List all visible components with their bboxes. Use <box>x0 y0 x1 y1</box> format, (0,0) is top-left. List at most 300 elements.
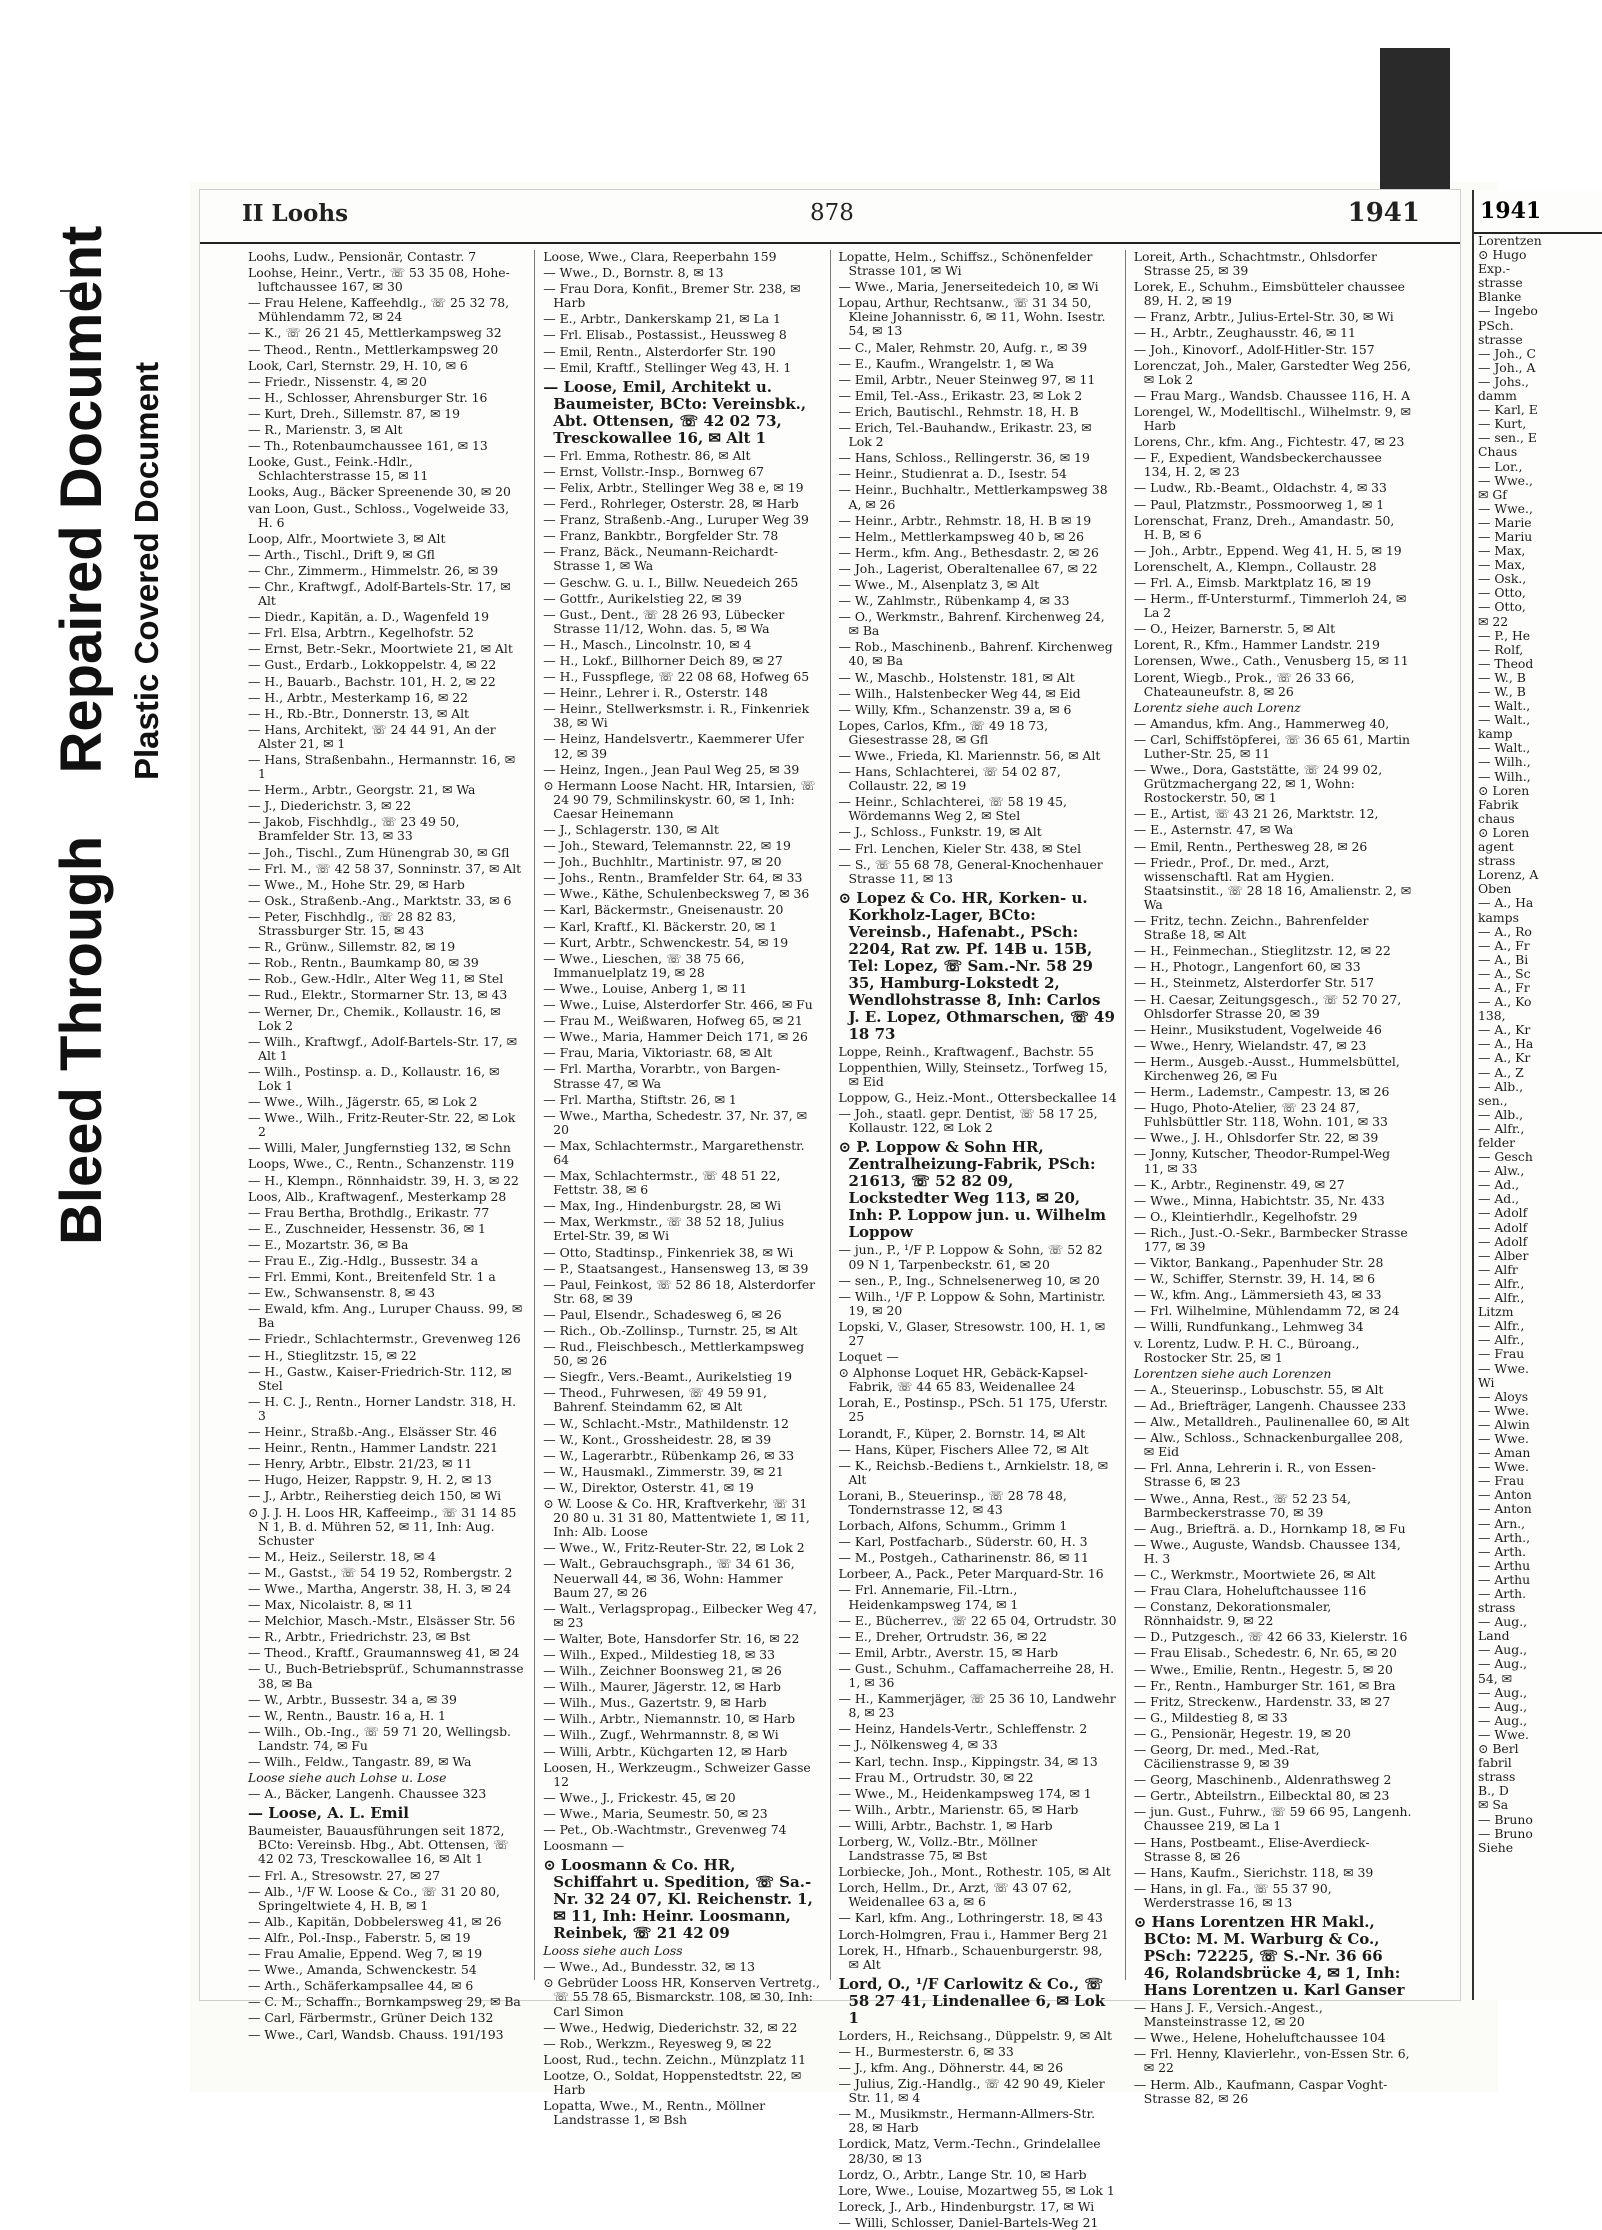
directory-entry: Lorentzen siehe auch Lorenzen <box>1133 1365 1332 1381</box>
directory-entry: — Constanz, Dekorationsmaler, Rönnhaidstr. 9, ✉ 22 <box>1133 1599 1332 1629</box>
directory-entry: — Emil, Arbtr., Neuer Steinweg 97, ✉ 11 <box>838 371 1096 387</box>
directory-entry: — Heinz, Ingen., Jean Paul Weg 25, ✉ 39 <box>543 761 800 777</box>
directory-entry: — Wilh., Halstenbecker Weg 44, ✉ Eid <box>838 685 1081 701</box>
directory-entry: Lopatta, Wwe., M., Rentn., Möllner Landstrasse 1, ✉ Bsh <box>543 2098 766 2128</box>
directory-entry: — H., Rb.-Btr., Donnerstr. 13, ✉ Alt <box>248 705 470 721</box>
next-page-line: — Aug., <box>1478 1614 1528 1630</box>
directory-entry: — Herm., kfm. Ang., Bethesdastr. 2, ✉ 26 <box>838 544 1099 560</box>
next-page-line: ✉ Sa <box>1478 1797 1509 1813</box>
directory-entry: ⊙ P. Loppow & Sohn HR, Zentralheizung-Fabrik, PSch: 21613, ☏ 52 82 09, Lockstedter Weg 113, ✉ 20, Inh: P. Loppow jun. u. Wilhelm Loppow <box>838 1138 1107 1242</box>
directory-entry: — Hans, Postbeamt., Elise-Averdieck-Strasse 8, ✉ 26 <box>1133 1834 1370 1864</box>
directory-entry: — Emil, Rentn., Perthesweg 28, ✉ 26 <box>1133 838 1368 854</box>
directory-entry: — M., Heiz., Seilerstr. 18, ✉ 4 <box>248 1548 436 1564</box>
directory-entry: — Herm., Arbtr., Georgstr. 21, ✉ Wa <box>248 782 476 798</box>
next-page-line: — Karl, E <box>1478 402 1538 418</box>
directory-entry: — J., kfm. Ang., Döhnerstr. 44, ✉ 26 <box>838 2060 1064 2075</box>
next-page-line: — Aug., <box>1478 1656 1528 1672</box>
next-page-line: — Ad., <box>1478 1177 1520 1193</box>
directory-entry: — Frau Helene, Kaffeehdlg., ☏ 25 32 78, Mühlendamm 72, ✉ 24 <box>248 295 510 325</box>
directory-entry: — Frl. Anna, Lehrerin i. R., von Essen-Strasse 6, ✉ 23 <box>1133 1460 1376 1490</box>
directory-entry: Lorengel, W., Modelltischl., Wilhelmstr. 9, ✉ Harb <box>1133 403 1411 434</box>
directory-entry: — Wwe., Henry, Wielandstr. 47, ✉ 23 <box>1133 1037 1367 1053</box>
directory-entry: — E., Dreher, Ortrudstr. 36, ✉ 22 <box>838 1628 1048 1644</box>
directory-entry: — Alw., Schloss., Schnackenburgallee 208, ✉ Eid <box>1133 1430 1404 1460</box>
directory-entry: — W., Kont., Grossheidestr. 28, ✉ 39 <box>543 1431 772 1447</box>
directory-entry: — H., Klempn., Rönnhaidstr. 39, H. 3, ✉ 22 <box>248 1172 519 1188</box>
directory-entry: — Wwe., Amanda, Schwenckestr. 54 <box>248 1962 477 1978</box>
next-page-line: — Alwin <box>1478 1416 1530 1432</box>
next-page-line: B., D <box>1478 1783 1509 1799</box>
directory-entry: — Frl. A., Eimsb. Marktplatz 16, ✉ 19 <box>1133 574 1372 590</box>
directory-entry: van Loon, Gust., Schloss., Vogelweide 33, H. 6 <box>248 500 510 530</box>
directory-entry: — K., ☏ 26 21 45, Mettlerkampsweg 32 <box>248 325 502 341</box>
next-page-line: — A., Bi <box>1478 951 1529 967</box>
directory-entry: — Wilh., Ob.-Ing., ☏ 59 71 20, Wellingsb. Landstr. 74, ✉ Fu <box>248 1723 511 1753</box>
directory-entry: — Wwe., Martha, Schedestr. 37, Nr. 37, ✉ 20 <box>543 1107 808 1137</box>
directory-entry: — S., ☏ 55 68 78, General-Knochenhauer Strasse 11, ✉ 13 <box>838 856 1103 886</box>
next-page-line: Exp.- <box>1478 261 1511 277</box>
directory-entry: — Frau M., Ortrudstr. 30, ✉ 22 <box>838 1769 1034 1785</box>
next-page-line: — Arth., <box>1478 1529 1531 1545</box>
directory-entry: — Wwe., J., Frickestr. 45, ✉ 20 <box>543 1789 736 1805</box>
next-page-line: — Aug., <box>1478 1698 1528 1714</box>
directory-entry: — Ewald, kfm. Ang., Luruper Chauss. 99, ✉ Ba <box>248 1301 523 1331</box>
next-page-line: — Wwe. <box>1478 1360 1529 1376</box>
directory-entry: — Max, Werkmstr., ☏ 38 52 18, Julius Ertel-Str. 39, ✉ Wi <box>543 1214 785 1244</box>
directory-entry: — H., Lokf., Billhorner Deich 89, ✉ 27 <box>543 652 783 668</box>
directory-entry: — Alb., ¹/F W. Loose & Co., ☏ 31 20 80, Springeltwiete 4, H. B, ✉ 1 <box>248 1883 500 1913</box>
directory-entry: Lopes, Carlos, Kfm., ☏ 49 18 73, Giesestrasse 28, ✉ Gfl <box>838 717 1049 747</box>
next-page-line: PSch. <box>1478 317 1514 333</box>
directory-entry: — Frl. Emmi, Kont., Breitenfeld Str. 1 a <box>248 1269 496 1285</box>
next-page-line: — Adolf <box>1478 1205 1528 1221</box>
next-page-line: Lorentzen <box>1478 233 1542 248</box>
directory-entry: Loop, Alfr., Moortwiete 3, ✉ Alt <box>248 530 446 546</box>
directory-entry: Lorek, H., Hfnarb., Schauenburgerstr. 98, ✉ Alt <box>838 1942 1103 1972</box>
directory-entry: Lorbiecke, Joh., Mont., Rothestr. 105, ✉ Alt <box>838 1864 1111 1880</box>
directory-entry: — J., Schlagerstr. 130, ✉ Alt <box>543 822 719 837</box>
directory-entry: — Herm. Alb., Kaufmann, Caspar Voght-Strasse 82, ✉ 26 <box>1133 2076 1388 2106</box>
directory-entry: Loppow, G., Heiz.-Mont., Ottersbeckallee 14 <box>838 1090 1117 1106</box>
directory-entry: Loops, Wwe., C., Rentn., Schanzenstr. 119 <box>248 1156 515 1172</box>
directory-entry: — H., Steinmetz, Alsterdorfer Str. 517 <box>1133 975 1375 991</box>
directory-entry: ⊙ Hermann Loose Nacht. HR, Intarsien, ☏ 24 90 79, Schmilinskystr. 60, ✉ 1, Inh: Caesar Heinemann <box>543 777 816 821</box>
directory-entry: — Joh., Lagerist, Oberaltenallee 67, ✉ 22 <box>838 560 1098 576</box>
directory-entry: — Aug., Briefträ. a. D., Hornkamp 18, ✉ Fu <box>1133 1520 1406 1536</box>
next-page-line: — Wwe., <box>1478 472 1533 488</box>
next-page-line: ⊙ Loren <box>1478 824 1530 840</box>
directory-entry: — Wwe., Anna, Rest., ☏ 52 23 54, Barmbeckerstrasse 70, ✉ 39 <box>1133 1490 1352 1520</box>
next-page-line: Lorenz, A <box>1478 867 1539 883</box>
directory-entry: — H., Bauarb., Bachstr. 101, H. 2, ✉ 22 <box>248 673 496 689</box>
directory-entry: — Rich., Ob.-Zollinsp., Turnstr. 25, ✉ Alt <box>543 1323 798 1338</box>
directory-entry: — Diedr., Kapitän, a. D., Wagenfeld 19 <box>248 609 490 625</box>
next-page-line: — Arn., <box>1478 1515 1526 1531</box>
next-page-line: Wi <box>1478 1374 1495 1390</box>
directory-entry: — Frau Clara, Hoheluftchaussee 116 <box>1133 1583 1367 1599</box>
directory-entry: — Herm., Ausgeb.-Ausst., Hummelsbüttel, Kirchenweg 26, ✉ Fu <box>1133 1053 1400 1083</box>
directory-entry: — W., Schiffer, Sternstr. 39, H. 14, ✉ 6 <box>1133 1271 1376 1287</box>
plastic-covered-label: Plastic Covered Document <box>128 361 165 780</box>
directory-entry: — Siegfr., Vers.-Beamt., Aurikelstieg 19 <box>543 1369 793 1385</box>
next-page-line: — Wwe. <box>1478 1402 1529 1418</box>
directory-entry: — Wwe., Louise, Anberg 1, ✉ 11 <box>543 980 748 996</box>
next-page-line: — Otto, <box>1478 599 1526 615</box>
directory-entry: — Willy, Kfm., Schanzenstr. 39 a, ✉ 6 <box>838 701 1072 717</box>
directory-entry: — Frl. Henny, Klavierlehr., von-Essen Str. 6, ✉ 22 <box>1133 2046 1410 2076</box>
directory-entry: — Rob., Rentn., Baumkamp 80, ✉ 39 <box>248 955 479 971</box>
directory-entry: — Willi, Rundfunkang., Lehmweg 34 <box>1133 1319 1364 1335</box>
directory-entry: — Gust., Schuhm., Caffamacherreihe 28, H. 1, ✉ 36 <box>838 1660 1115 1691</box>
page-year: 1941 <box>1347 198 1420 228</box>
directory-entry: — H., Feinmechan., Stieglitzstr. 12, ✉ 22 <box>1133 943 1391 959</box>
directory-entry: — Max, Ing., Hindenburgstr. 28, ✉ Wi <box>543 1198 782 1214</box>
directory-entry: — Joh., Kinovorf., Adolf-Hitler-Str. 157 <box>1133 341 1375 357</box>
directory-entry: — D., Putzgesch., ☏ 42 66 33, Kielerstr. 16 <box>1133 1629 1408 1645</box>
next-page-line: — Lor., <box>1478 458 1523 474</box>
page-section-title: II Loohs <box>242 200 349 227</box>
directory-entry: — Frl. M., ☏ 42 58 37, Sonninstr. 37, ✉ Alt <box>248 860 522 876</box>
directory-entry: Looks, Aug., Bäcker Spreenende 30, ✉ 20 <box>248 484 511 500</box>
directory-entry: Look, Carl, Sternstr. 29, H. 10, ✉ 6 <box>248 357 468 373</box>
directory-entry: — Hans, Straßenbahn., Hermannstr. 16, ✉ 1 <box>248 752 516 782</box>
directory-entry: — Willi, Maler, Jungfernstieg 132, ✉ Schn <box>248 1140 511 1156</box>
directory-entry: — Gust., Dent., ☏ 28 26 93, Lübecker Strasse 11/12, Wohn. das. 5, ✉ Wa <box>543 606 785 636</box>
directory-entry: — H., Photogr., Langenfort 60, ✉ 33 <box>1133 959 1361 975</box>
next-page-line: — Alb., <box>1478 1106 1524 1122</box>
directory-entry: — E., Kaufm., Wrangelstr. 1, ✉ Wa <box>838 355 1055 371</box>
directory-entry: — H., Kammerjäger, ☏ 25 36 10, Landwehr 8, ✉ 23 <box>838 1691 1116 1721</box>
directory-entry: — Wwe., D., Bornstr. 8, ✉ 13 <box>543 265 724 281</box>
next-page-line: ⊙ Berl <box>1478 1741 1519 1757</box>
directory-entry: — Ferd., Rohrleger, Osterstr. 28, ✉ Harb <box>543 496 799 512</box>
next-page-line: Blanke <box>1478 289 1522 305</box>
next-page-line: damm <box>1478 388 1517 404</box>
directory-entry: — Joh., Arbtr., Eppend. Weg 41, H. 5, ✉ 19 <box>1133 542 1402 558</box>
directory-entry: — Max, Schlachtermstr., Margarethenstr. 64 <box>543 1137 805 1167</box>
directory-entry: — Heinz, Handels-Vertr., Schleffenstr. 2 <box>838 1721 1088 1737</box>
directory-entry: — Amandus, kfm. Ang., Hammerweg 40, <box>1133 715 1390 731</box>
directory-entry: — Paul, Platzmstr., Possmoorweg 1, ✉ 1 <box>1133 496 1385 512</box>
directory-entry: Lorandt, F., Küper, 2. Bornstr. 14, ✉ Alt <box>838 1425 1086 1441</box>
directory-entry: — Kurt, Dreh., Sillemstr. 87, ✉ 19 <box>248 405 461 421</box>
next-page-line: — Ad., <box>1478 1191 1520 1207</box>
directory-entry: Lorch-Holmgren, Frau i., Hammer Berg 21 <box>838 1926 1109 1942</box>
next-page-line: — A., Kr <box>1478 1050 1531 1066</box>
directory-entry: — Willi, Arbtr., Küchgarten 12, ✉ Harb <box>543 1743 788 1759</box>
directory-entry: — Heinz, Handelsvertr., Kaemmerer Ufer 12, ✉ 39 <box>543 731 804 761</box>
next-page-line: — Arth. <box>1478 1543 1527 1559</box>
directory-entry: — Rob., Werkzm., Reyesweg 9, ✉ 22 <box>543 2035 772 2051</box>
directory-entry: — Wwe., Maria, Seumestr. 50, ✉ 23 <box>543 1805 768 1821</box>
directory-entry: — Max, Schlachtermstr., ☏ 48 51 22, Fettstr. 38, ✉ 6 <box>543 1168 781 1198</box>
next-page-line: 54, ✉ <box>1478 1670 1513 1686</box>
next-page-line: — P., He <box>1478 627 1531 643</box>
directory-entry: Lorenschelt, A., Klempn., Collaustr. 28 <box>1133 558 1377 574</box>
directory-entry: — Franz, Arbtr., Julius-Ertel-Str. 30, ✉ Wi <box>1133 309 1394 325</box>
directory-entry: Lorentz siehe auch Lorenz <box>1133 699 1301 715</box>
directory-entry: — H. Caesar, Zeitungsgesch., ☏ 52 70 27, Ohlsdorfer Strasse 20, ✉ 39 <box>1133 991 1402 1021</box>
directory-entry: ⊙ Lopez & Co. HR, Korken- u. Korkholz-Lager, BCto: Vereinsb., Hafenabt., PSch: 2204, Rat zw. Pf. 14B u. 15B, Tel: Lopez, ☏ Sam.-Nr. 58 29 35, Hamburg-Lokstedt 2, Wendlohstrasse 8, Inh: Carlos J. E. Lopez, Othmarschen, ☏ 49 18 73 <box>838 888 1115 1043</box>
next-page-line: — Theod <box>1478 655 1534 671</box>
directory-entry: Loreit, Arth., Schachtmstr., Ohlsdorfer Strasse 25, ✉ 39 <box>1133 249 1377 279</box>
directory-entry: ⊙ W. Loose & Co. HR, Kraftverkehr, ☏ 31 20 80 u. 31 31 80, Mattentwiete 1, ✉ 11, Inh: Alb. Loose <box>543 1496 810 1540</box>
directory-entry: — Viktor, Bankang., Papenhuder Str. 28 <box>1133 1255 1384 1271</box>
directory-entry: — Georg, Dr. med., Med.-Rat, Cäcilienstrasse 9, ✉ 39 <box>1133 1742 1320 1772</box>
next-page-line: — W., B <box>1478 684 1526 699</box>
directory-entry: — Walter, Bote, Hansdorfer Str. 16, ✉ 22 <box>543 1630 800 1646</box>
directory-entry: — Hans, Küper, Fischers Allee 72, ✉ Alt <box>838 1441 1089 1457</box>
directory-entry: — Otto, Stadtinsp., Finkenriek 38, ✉ Wi <box>543 1244 794 1260</box>
directory-entry: — M., Postgeh., Catharinenstr. 86, ✉ 11 <box>838 1550 1089 1566</box>
directory-entry: — Wilh., Postinsp. a. D., Kollaustr. 16, ✉ Lok 1 <box>248 1063 500 1093</box>
directory-entry: — Heinr., Schlachterei, ☏ 58 19 45, Wördemanns Weg 2, ✉ Stel <box>838 794 1067 824</box>
directory-entry: Loosmann — <box>543 1838 625 1854</box>
directory-entry: — Frl. Emma, Rothestr. 86, ✉ Alt <box>543 447 751 463</box>
directory-entry: — O., Werkmstr., Bahrenf. Kirchenweg 24, ✉ Ba <box>838 609 1105 639</box>
next-page-line: — Kurt, <box>1478 416 1527 432</box>
directory-entry: Lorek, E., Schuhm., Eimsbütteler chaussee 89, H. 2, ✉ 19 <box>1133 279 1406 309</box>
directory-entry: Lorbach, Alfons, Schumm., Grimm 1 <box>838 1518 1068 1534</box>
directory-entry: — C., Maler, Rehmstr. 20, Aufg. r., ✉ 39 <box>838 339 1088 355</box>
directory-entry: Loost, Rud., techn. Zeichn., Münzplatz 11 <box>543 2051 807 2067</box>
directory-entry: — Chr., Kraftwgf., Adolf-Bartels-Str. 17, ✉ Alt <box>248 578 511 609</box>
next-page-line: — Aug., <box>1478 1712 1528 1728</box>
next-page-line: — Max, <box>1478 557 1526 573</box>
directory-entry: Loppenthien, Willy, Steinsetz., Torfweg 15, ✉ Eid <box>838 1059 1108 1090</box>
directory-entry: — J., Diederichstr. 3, ✉ 22 <box>248 798 412 814</box>
directory-entry: — Loose, A. L. Emil <box>248 1804 409 1823</box>
directory-entry: — Frl. A., Stresowstr. 27, ✉ 27 <box>248 1867 441 1883</box>
directory-entry: — W., kfm. Ang., Lämmersieth 43, ✉ 33 <box>1133 1287 1382 1303</box>
directory-entry: — H., Arbtr., Zeughausstr. 46, ✉ 11 <box>1133 325 1356 341</box>
directory-entry: — Ew., Schwansenstr. 8, ✉ 43 <box>248 1285 436 1301</box>
directory-entry: — Hans J. F., Versich.-Angest., Mansteinstrasse 12, ✉ 20 <box>1133 2000 1323 2030</box>
directory-entry: — M., Musikmstr., Hermann-Allmers-Str. 28, ✉ Harb <box>838 2106 1096 2136</box>
directory-entry: Lorenczat, Joh., Maler, Garstedter Weg 256, ✉ Lok 2 <box>1133 357 1411 387</box>
next-page-lines <box>1474 234 1602 1855</box>
next-page-line: — Alb., <box>1478 1078 1524 1094</box>
directory-entry: Lord, O., ¹/F Carlowitz & Co., ☏ 58 27 41, Lindenallee 6, ✉ Lok 1 <box>838 1974 1106 2027</box>
directory-entry: — Heinr., Stellwerksmstr. i. R., Finkenriek 38, ✉ Wi <box>543 701 810 731</box>
directory-entry: — Rob., Gew.-Hdlr., Alter Weg 11, ✉ Stel <box>248 971 504 987</box>
directory-entry: — Herm., ff-Untersturmf., Timmerloh 24, ✉ La 2 <box>1133 591 1407 621</box>
next-page-line: — Joh., A <box>1478 359 1536 375</box>
directory-entry: — Wwe., W., Fritz-Reuter-Str. 22, ✉ Lok 2 <box>543 1540 805 1556</box>
directory-entry: — J., Arbtr., Reiherstieg deich 150, ✉ Wi <box>248 1488 502 1504</box>
directory-entry: — Kurt, Arbtr., Schwenckestr. 54, ✉ 19 <box>543 934 789 950</box>
directory-entry: — Fritz, Streckenw., Hardenstr. 33, ✉ 27 <box>1133 1693 1391 1709</box>
directory-entry: — Hugo, Heizer, Rappstr. 9, H. 2, ✉ 13 <box>248 1472 492 1488</box>
directory-entry: — Heinr., Rentn., Hammer Landstr. 221 <box>248 1440 499 1456</box>
directory-entry: Loose siehe auch Lohse u. Lose <box>248 1770 447 1786</box>
next-page-line: — A., Kr <box>1478 1022 1531 1038</box>
directory-entry: — Frau Marg., Wandsb. Chaussee 116, H. A <box>1133 387 1411 403</box>
next-page-line: — Wwe. <box>1478 1430 1529 1446</box>
directory-entry: — R., Grünw., Sillemstr. 82, ✉ 19 <box>248 939 456 955</box>
directory-entry: Lorbeer, A., Pack., Peter Marquard-Str. 16 <box>838 1566 1104 1582</box>
directory-entry: — Alb., Kapitän, Dobbelersweg 41, ✉ 26 <box>248 1913 502 1929</box>
directory-entry: — sen., P., Ing., Schnelsenerweg 10, ✉ 20 <box>838 1272 1100 1288</box>
directory-entry: Lorent, Wiegb., Prok., ☏ 26 33 66, Chateauneufstr. 8, ✉ 26 <box>1133 669 1355 699</box>
next-page-line: — Ingebo <box>1478 303 1538 319</box>
directory-entry: Lorch, Hellm., Dr., Arzt, ☏ 43 07 62, Weidenallee 63 a, ✉ 6 <box>838 1880 1072 1910</box>
directory-entry: Lordick, Matz, Verm.-Techn., Grindelallee 28/30, ✉ 13 <box>838 2136 1101 2166</box>
directory-entry: — Frau, Maria, Viktoriastr. 68, ✉ Alt <box>543 1045 773 1061</box>
directory-entry: — Wwe., Käthe, Schulenbecksweg 7, ✉ 36 <box>543 886 810 902</box>
directory-entry: — Wilh., Arbtr., Marienstr. 65, ✉ Harb <box>838 1801 1079 1817</box>
next-page-line: — Aloys <box>1478 1388 1529 1404</box>
directory-entry: — Julius, Zig.-Handlg., ☏ 42 90 49, Kieler Str. 11, ✉ 4 <box>838 2076 1105 2106</box>
directory-entry: — Carl, Färbermstr., Grüner Deich 132 <box>248 2010 494 2026</box>
directory-entry: — Herm., Lademstr., Campestr. 13, ✉ 26 <box>1133 1084 1390 1100</box>
directory-entry: — Joh., Tischl., Zum Hünengrab 30, ✉ Gfl <box>248 844 510 860</box>
directory-entry: — K., Reichsb.-Bediens t., Arnkielstr. 18, ✉ Alt <box>838 1457 1109 1487</box>
directory-entry: — Wilh., Zeichner Boonsweg 21, ✉ 26 <box>543 1663 782 1679</box>
next-page-line: — A., Ro <box>1478 923 1532 939</box>
directory-entry: Loohse, Heinr., Vertr., ☏ 53 35 08, Hohe-luftchaussee 167, ✉ 30 <box>248 265 510 295</box>
directory-entry: — Karl, kfm. Ang., Lothringerstr. 18, ✉ 43 <box>838 1910 1103 1926</box>
directory-entry: — Wilh., Kraftwgf., Adolf-Bartels-Str. 17, ✉ Alt 1 <box>248 1033 517 1063</box>
directory-entry: — Arth., Schäferkampsallee 44, ✉ 6 <box>248 1978 474 1994</box>
directory-entry: — R., Marienstr. 3, ✉ Alt <box>248 422 403 438</box>
directory-entry: Lopatte, Helm., Schiffsz., Schönenfelder Strasse 101, ✉ Wi <box>838 249 1093 279</box>
directory-entry: — W., Zahlmstr., Rübenkamp 4, ✉ 33 <box>838 593 1070 609</box>
directory-entry: — O., Kleintierhdlr., Kegelhofstr. 29 <box>1133 1208 1358 1224</box>
next-page-line: — Aug., <box>1478 1684 1528 1700</box>
next-page-line: — A., Ha <box>1478 1036 1534 1052</box>
next-page-line: — Wwe. <box>1478 1459 1529 1475</box>
directory-entry: — Karl, Bäckermstr., Gneisenaustr. 20 <box>543 902 784 918</box>
directory-entry: — Hugo, Photo-Atelier, ☏ 23 24 87, Fuhlsbüttler Str. 118, Wohn. 101, ✉ 33 <box>1133 1100 1388 1130</box>
directory-entry: — Melchior, Masch.-Mstr., Elsässer Str. 56 <box>248 1613 516 1629</box>
directory-entry: — Th., Rotenbaumchaussee 161, ✉ 13 <box>248 438 488 454</box>
directory-entry: — Osk., Straßenb.-Ang., Marktstr. 33, ✉ 6 <box>248 892 512 908</box>
directory-entry: — Frau Elisab., Schedestr. 6, Nr. 65, ✉ 20 <box>1133 1645 1397 1661</box>
next-page-line: 138, <box>1478 1008 1506 1024</box>
directory-entry: — Jakob, Fischhdlg., ☏ 23 49 50, Bramfelder Str. 13, ✉ 33 <box>248 814 460 844</box>
directory-entry: — Wwe., Ad., Bundesstr. 32, ✉ 13 <box>543 1959 755 1975</box>
next-page-line: — Bruno <box>1478 1811 1533 1827</box>
next-page-line: — Otto, <box>1478 585 1526 601</box>
next-page-line: ⊙ Loren <box>1478 782 1530 798</box>
next-page-line: — Adolf <box>1478 1219 1528 1235</box>
directory-entry: — Georg, Maschinenb., Aldenrathsweg 2 <box>1133 1772 1392 1788</box>
next-page-line: Siehe <box>1478 1839 1514 1855</box>
directory-entry: — O., Heizer, Barnerstr. 5, ✉ Alt <box>1133 621 1336 637</box>
directory-entry: — P., Staatsangest., Hansensweg 13, ✉ 39 <box>543 1260 809 1276</box>
directory-entry: — H., Schlosser, Ahrensburger Str. 16 <box>248 389 488 405</box>
directory-entry: — Alfr., Pol.-Insp., Faberstr. 5, ✉ 19 <box>248 1929 471 1945</box>
directory-entry: — Chr., Zimmerm., Himmelstr. 26, ✉ 39 <box>248 562 499 578</box>
next-page-line: — Adolf <box>1478 1233 1528 1249</box>
directory-column-2 <box>535 249 830 2128</box>
directory-entry: — Franz, Bankbtr., Borgfelder Str. 78 <box>543 528 779 544</box>
directory-entry: — Ad., Briefträger, Langenh. Chaussee 233 <box>1133 1397 1407 1413</box>
directory-entry: — Carl, Schiffstöpferei, ☏ 36 65 61, Martin Luther-Str. 25, ✉ 11 <box>1133 731 1411 761</box>
directory-entry: — Emil, Tel.-Ass., Erikastr. 23, ✉ Lok 2 <box>838 387 1083 403</box>
directory-entry: — Arth., Tischl., Drift 9, ✉ Gfl <box>248 546 435 562</box>
next-page-line: — A., Z <box>1478 1064 1524 1080</box>
directory-entry: — Geschw. G. u. I., Billw. Neuedeich 265 <box>543 574 799 590</box>
directory-entry: — M., Gastst., ☏ 54 19 52, Rombergstr. 2 <box>248 1564 513 1580</box>
next-page-line: strass <box>1478 1600 1516 1616</box>
directory-entry: — Wwe., Minna, Habichtstr. 35, Nr. 433 <box>1133 1192 1385 1208</box>
directory-entry: — H., Burmesterstr. 6, ✉ 33 <box>838 2043 1014 2059</box>
directory-column-3 <box>831 249 1126 2230</box>
directory-entry: — Frau Dora, Konfit., Bremer Str. 238, ✉ Harb <box>543 281 801 311</box>
directory-entry: Lorent, R., Kfm., Hammer Landstr. 219 <box>1133 637 1380 653</box>
next-page-line: — Frau <box>1478 1473 1525 1489</box>
directory-entry: Lorders, H., Reichsang., Düppelstr. 9, ✉ Alt <box>838 2027 1112 2043</box>
directory-entry: — Frl. Lenchen, Kieler Str. 438, ✉ Stel <box>838 840 1082 856</box>
next-page-line: — Rolf, <box>1478 641 1524 657</box>
directory-entry: — Frau Amalie, Eppend. Weg 7, ✉ 19 <box>248 1946 483 1962</box>
directory-entry: — G., Mildestieg 8, ✉ 33 <box>1133 1709 1288 1725</box>
directory-entry: — Hans, in gl. Fa., ☏ 55 37 90, Werderstrasse 16, ✉ 13 <box>1133 1880 1332 1910</box>
directory-entry: — Joh., Buchhltr., Martinistr. 97, ✉ 20 <box>543 854 782 870</box>
next-page-line: — Aman <box>1478 1445 1531 1461</box>
next-page-line: — Max, <box>1478 543 1526 559</box>
next-page-line: ✉ Gf <box>1478 486 1507 502</box>
next-page-line: — Gesch <box>1478 1149 1533 1165</box>
next-page-line: Fabrik <box>1478 796 1519 812</box>
next-page-line: — Arthu <box>1478 1557 1531 1573</box>
directory-entry: Lorensen, Wwe., Cath., Venusberg 15, ✉ 11 <box>1133 653 1409 669</box>
directory-entry: v. Lorentz, Ludw. P. H. C., Büroang., Rostocker Str. 25, ✉ 1 <box>1133 1335 1360 1365</box>
directory-entry: — Wilh., Feldw., Tangastr. 89, ✉ Wa <box>248 1754 472 1769</box>
directory-entry: — Frau E., Zig.-Hdlg., Bussestr. 34 a <box>248 1253 479 1268</box>
directory-entry: — Hans, Architekt, ☏ 24 44 91, An der Alster 21, ✉ 1 <box>248 721 496 751</box>
next-page-line: — Anton <box>1478 1501 1532 1517</box>
directory-entry: — Friedr., Schlachtermstr., Grevenweg 126 <box>248 1331 521 1347</box>
next-page-line: — Marie <box>1478 514 1532 530</box>
directory-entry: — Rob., Maschinenb., Bahrenf. Kirchenweg 40, ✉ Ba <box>838 639 1113 669</box>
directory-entry: ⊙ Hans Lorentzen HR Makl., BCto: M. M. Warburg & Co., PSch: 72225, ☏ S.-Nr. 36 66 46, Rolandsbrücke 4, ✉ 1, Inh: Hans Lorentzen u. Karl Ganser <box>1133 1913 1405 2000</box>
next-page-line: — Walt., <box>1478 740 1531 756</box>
directory-entry: Lorani, B., Steuerinsp., ☏ 28 78 48, Tondernstrasse 12, ✉ 43 <box>838 1487 1067 1517</box>
next-page-line: strass <box>1478 853 1516 869</box>
next-page-line: — Johs., <box>1478 373 1529 389</box>
next-page-line: — sen., E <box>1478 430 1537 446</box>
next-page-line: agent <box>1478 839 1514 855</box>
directory-entry: — Frl. Annemarie, Fil.-Ltrn., Heidenkampsweg 174, ✉ 1 <box>838 1582 1019 1612</box>
directory-entry: — Rud., Fleischbesch., Mettlerkampsweg 50, ✉ 26 <box>543 1339 805 1369</box>
directory-entry: Loos, Alb., Kraftwagenf., Mesterkamp 28 <box>248 1188 507 1204</box>
directory-entry: — Wilh., Arbtr., Niemannstr. 10, ✉ Harb <box>543 1711 795 1727</box>
directory-entry: — Karl, Postfacharb., Süderstr. 60, H. 3 <box>838 1534 1088 1550</box>
next-page-line: — A., Ha <box>1478 895 1534 911</box>
directory-entry: — Max, Nicolaistr. 8, ✉ 11 <box>248 1597 414 1613</box>
directory-entry: — Heinr., Straßb.-Ang., Elsässer Str. 46 <box>248 1424 497 1440</box>
next-page-line: Land <box>1478 1628 1510 1644</box>
directory-entry: — Paul, Feinkost, ☏ 52 86 18, Alsterdorfer Str. 68, ✉ 39 <box>543 1276 816 1306</box>
next-page-line: — Alfr <box>1478 1261 1518 1277</box>
directory-entry: — Joh., staatl. gepr. Dentist, ☏ 58 17 25, Kollaustr. 122, ✉ Lok 2 <box>838 1106 1098 1136</box>
next-page-line: — Alfr., <box>1478 1120 1525 1136</box>
directory-entry: — Frl. Elisab., Postassist., Heussweg 8 <box>543 327 787 343</box>
directory-entry: — H., Gastw., Kaiser-Friedrich-Str. 112, ✉ Stel <box>248 1363 512 1393</box>
directory-entry: — Heinr., Studienrat a. D., Isestr. 54 <box>838 466 1067 482</box>
directory-entry: — W., Rentn., Baustr. 16 a, H. 1 <box>248 1707 446 1723</box>
directory-entry: Lopski, V., Glaser, Stresowstr. 100, H. 1, ✉ 27 <box>838 1318 1106 1348</box>
directory-entry: — Helm., Mettlerkampsweg 40 b, ✉ 26 <box>838 528 1085 544</box>
directory-entry: — Erich, Tel.-Bauhandw., Erikastr. 23, ✉ Lok 2 <box>838 420 1092 450</box>
directory-entry: — Wwe., Luise, Alsterdorfer Str. 466, ✉ Fu <box>543 997 813 1013</box>
directory-entry: — Wwe., Frieda, Kl. Mariennstr. 56, ✉ Alt <box>838 748 1101 763</box>
directory-entry: — Joh., Steward, Telemannstr. 22, ✉ 19 <box>543 838 791 854</box>
next-page-line: — Osk., <box>1478 571 1527 587</box>
